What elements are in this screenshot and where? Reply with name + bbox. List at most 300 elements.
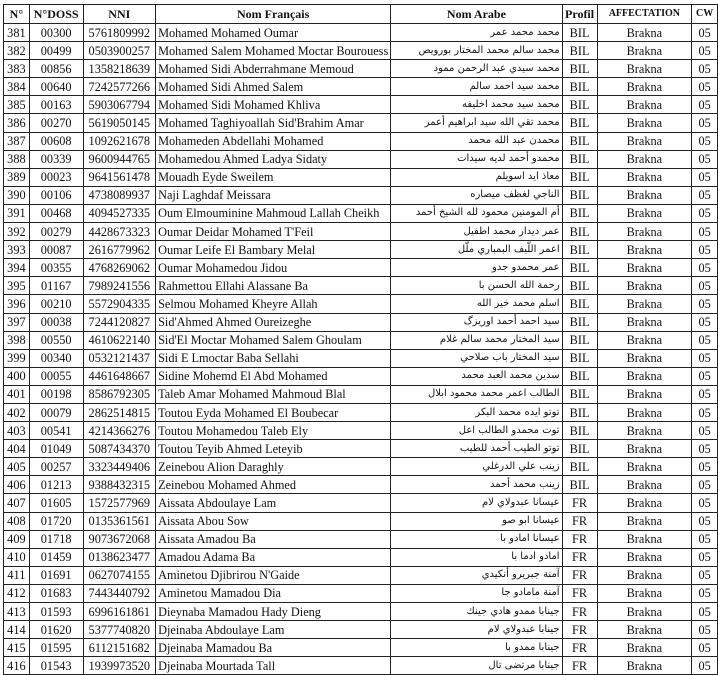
cell-dossier: 00300 <box>29 24 83 42</box>
cell-name-french: Sid'El Moctar Mohamed Salem Ghoulam <box>156 331 391 349</box>
cell-affectation: Brakna <box>597 512 692 530</box>
cell-affectation: Brakna <box>597 204 692 222</box>
cell-affectation: Brakna <box>597 422 692 440</box>
cell-cw: 05 <box>692 96 718 114</box>
cell-number: 386 <box>4 114 30 132</box>
cell-affectation: Brakna <box>597 259 692 277</box>
cell-name-arabic: الطالب اعمر محمد محمود ابلال <box>391 385 562 403</box>
table-row <box>4 403 718 421</box>
cell-name-arabic: اسلم محمد خير الله <box>391 295 562 313</box>
cell-affectation: Brakna <box>597 42 692 60</box>
cell-name-arabic: محمد سيد احمد سالم <box>391 78 562 96</box>
cell-number: 384 <box>4 78 30 96</box>
cell-name-french: Aissata Amadou Ba <box>156 530 391 548</box>
cell-affectation: Brakna <box>597 78 692 96</box>
col-header-name-french: Nom Français <box>156 5 391 24</box>
cell-profile: BIL <box>562 349 597 367</box>
cell-dossier: 00355 <box>29 259 83 277</box>
table-row <box>4 78 718 96</box>
cell-nni: 7443440792 <box>83 584 156 602</box>
cell-name-french: Sidi E Lmoctar Baba Sellahi <box>156 349 391 367</box>
table-row <box>4 150 718 168</box>
cell-name-french: Sidine Mohemd El Abd Mohamed <box>156 367 391 385</box>
col-header-profile: Profil <box>562 5 597 24</box>
cell-nni: 2862514815 <box>83 403 156 421</box>
table-row <box>4 186 718 204</box>
cell-number: 412 <box>4 584 30 602</box>
cell-nni: 5087434370 <box>83 440 156 458</box>
cell-name-arabic: سدين محمد العبد محمد <box>391 367 562 385</box>
cell-name-french: Mohamed Sidi Abderrahmane Memoud <box>156 60 391 78</box>
cell-affectation: Brakna <box>597 530 692 548</box>
cell-name-arabic: عيسانا عبدولاي لام <box>391 494 562 512</box>
cell-name-arabic: اعمر اللّيف البمباري ملّل <box>391 241 562 259</box>
cell-cw: 05 <box>692 204 718 222</box>
cell-cw: 05 <box>692 657 718 675</box>
cell-cw: 05 <box>692 494 718 512</box>
table-row <box>4 313 718 331</box>
cell-number: 400 <box>4 367 30 385</box>
cell-name-arabic: محمدن عبد الله محمد <box>391 132 562 150</box>
cell-nni: 0135361561 <box>83 512 156 530</box>
table-row <box>4 621 718 639</box>
table-row <box>4 114 718 132</box>
cell-profile: BIL <box>562 132 597 150</box>
cell-cw: 05 <box>692 639 718 657</box>
cell-dossier: 00055 <box>29 367 83 385</box>
cell-profile: BIL <box>562 476 597 494</box>
cell-name-french: Djeinaba Mourtada Tall <box>156 657 391 675</box>
cell-affectation: Brakna <box>597 657 692 675</box>
cell-number: 387 <box>4 132 30 150</box>
cell-dossier: 01543 <box>29 657 83 675</box>
cell-name-french: Dieynaba Mamadou Hady Dieng <box>156 603 391 621</box>
cell-cw: 05 <box>692 295 718 313</box>
table-row <box>4 96 718 114</box>
cell-dossier: 01459 <box>29 548 83 566</box>
cell-dossier: 01213 <box>29 476 83 494</box>
cell-nni: 4214366276 <box>83 422 156 440</box>
cell-dossier: 00106 <box>29 186 83 204</box>
cell-number: 414 <box>4 621 30 639</box>
cell-name-french: Oum Elmouminine Mahmoud Lallah Cheikh <box>156 204 391 222</box>
cell-dossier: 00270 <box>29 114 83 132</box>
cell-name-arabic: جينابا ممدو با <box>391 639 562 657</box>
cell-name-french: Djeinaba Abdoulaye Lam <box>156 621 391 639</box>
table-row <box>4 168 718 186</box>
cell-number: 397 <box>4 313 30 331</box>
cell-number: 407 <box>4 494 30 512</box>
cell-nni: 6112151682 <box>83 639 156 657</box>
cell-cw: 05 <box>692 548 718 566</box>
cell-affectation: Brakna <box>597 223 692 241</box>
cell-cw: 05 <box>692 42 718 60</box>
cell-name-arabic: آمنة جبريرو أنكيدي <box>391 566 562 584</box>
cell-affectation: Brakna <box>597 548 692 566</box>
cell-number: 381 <box>4 24 30 42</box>
cell-dossier: 00608 <box>29 132 83 150</box>
table-row <box>4 548 718 566</box>
cell-cw: 05 <box>692 403 718 421</box>
cell-cw: 05 <box>692 367 718 385</box>
cell-name-arabic: محمد محمد عمر <box>391 24 562 42</box>
cell-cw: 05 <box>692 24 718 42</box>
cell-number: 390 <box>4 186 30 204</box>
cell-dossier: 00210 <box>29 295 83 313</box>
cell-number: 385 <box>4 96 30 114</box>
cell-number: 406 <box>4 476 30 494</box>
student-table <box>3 4 718 675</box>
cell-cw: 05 <box>692 422 718 440</box>
cell-affectation: Brakna <box>597 476 692 494</box>
cell-nni: 4738089937 <box>83 186 156 204</box>
cell-nni: 4461648667 <box>83 367 156 385</box>
cell-name-french: Taleb Amar Mohamed Mahmoud Blal <box>156 385 391 403</box>
cell-name-arabic: عيسانا ابو صو <box>391 512 562 530</box>
cell-affectation: Brakna <box>597 349 692 367</box>
cell-name-arabic: زينب علي الدرغلي <box>391 458 562 476</box>
cell-profile: BIL <box>562 367 597 385</box>
cell-nni: 4768269062 <box>83 259 156 277</box>
cell-dossier: 00340 <box>29 349 83 367</box>
cell-affectation: Brakna <box>597 168 692 186</box>
table-row <box>4 277 718 295</box>
cell-dossier: 00541 <box>29 422 83 440</box>
cell-affectation: Brakna <box>597 114 692 132</box>
cell-number: 393 <box>4 241 30 259</box>
cell-dossier: 00640 <box>29 78 83 96</box>
cell-profile: BIL <box>562 241 597 259</box>
col-header-number: N° <box>4 5 30 24</box>
cell-cw: 05 <box>692 385 718 403</box>
col-header-name-arabic: Nom Arabe <box>391 5 562 24</box>
cell-name-french: Mohamed Sidi Mohamed Khliva <box>156 96 391 114</box>
cell-profile: BIL <box>562 186 597 204</box>
cell-affectation: Brakna <box>597 566 692 584</box>
cell-profile: BIL <box>562 78 597 96</box>
cell-profile: FR <box>562 512 597 530</box>
cell-profile: BIL <box>562 223 597 241</box>
cell-profile: BIL <box>562 403 597 421</box>
cell-profile: BIL <box>562 313 597 331</box>
cell-dossier: 01620 <box>29 621 83 639</box>
cell-affectation: Brakna <box>597 385 692 403</box>
cell-number: 405 <box>4 458 30 476</box>
cell-name-arabic: جينابا مرتضى تال <box>391 657 562 675</box>
cell-name-french: Oumar Mohamedou Jidou <box>156 259 391 277</box>
cell-dossier: 00023 <box>29 168 83 186</box>
cell-name-french: Naji Laghdaf Meissara <box>156 186 391 204</box>
cell-nni: 5572904335 <box>83 295 156 313</box>
table-body <box>4 24 718 675</box>
cell-affectation: Brakna <box>597 584 692 602</box>
cell-nni: 5619050145 <box>83 114 156 132</box>
table-row <box>4 512 718 530</box>
cell-cw: 05 <box>692 114 718 132</box>
cell-dossier: 01605 <box>29 494 83 512</box>
cell-name-french: Djeinaba Mamadou Ba <box>156 639 391 657</box>
table-row <box>4 42 718 60</box>
table-row <box>4 295 718 313</box>
table-row <box>4 584 718 602</box>
cell-number: 415 <box>4 639 30 657</box>
cell-number: 395 <box>4 277 30 295</box>
cell-name-arabic: عمر ديدار محمد اطفيل <box>391 223 562 241</box>
cell-cw: 05 <box>692 241 718 259</box>
cell-dossier: 00856 <box>29 60 83 78</box>
cell-name-arabic: معاذ ايد اسويلم <box>391 168 562 186</box>
cell-name-french: Zeinebou Mohamed Ahmed <box>156 476 391 494</box>
cell-profile: BIL <box>562 96 597 114</box>
cell-profile: FR <box>562 584 597 602</box>
cell-name-french: Mohamed Taghiyoallah Sid'Brahim Amar <box>156 114 391 132</box>
cell-number: 383 <box>4 60 30 78</box>
cell-dossier: 00468 <box>29 204 83 222</box>
cell-affectation: Brakna <box>597 150 692 168</box>
cell-nni: 7244120827 <box>83 313 156 331</box>
cell-nni: 0532121437 <box>83 349 156 367</box>
cell-number: 388 <box>4 150 30 168</box>
cell-affectation: Brakna <box>597 24 692 42</box>
cell-dossier: 00198 <box>29 385 83 403</box>
cell-name-arabic: محمد سيد محمد اخليفه <box>391 96 562 114</box>
cell-nni: 5903067794 <box>83 96 156 114</box>
cell-name-arabic: عمر محمدو جدو <box>391 259 562 277</box>
cell-nni: 7989241556 <box>83 277 156 295</box>
cell-affectation: Brakna <box>597 639 692 657</box>
cell-name-arabic: توت محمدو الطالب اعل <box>391 422 562 440</box>
cell-number: 413 <box>4 603 30 621</box>
cell-profile: BIL <box>562 422 597 440</box>
header-row <box>4 5 718 24</box>
cell-name-french: Toutou Teyib Ahmed Leteyib <box>156 440 391 458</box>
cell-name-arabic: عيسانا امادو با <box>391 530 562 548</box>
cell-name-french: Mohamedou Ahmed Ladya Sidaty <box>156 150 391 168</box>
cell-dossier: 01593 <box>29 603 83 621</box>
cell-number: 382 <box>4 42 30 60</box>
cell-cw: 05 <box>692 512 718 530</box>
cell-cw: 05 <box>692 277 718 295</box>
cell-name-arabic: امادو ادما با <box>391 548 562 566</box>
cell-profile: BIL <box>562 440 597 458</box>
cell-affectation: Brakna <box>597 603 692 621</box>
cell-nni: 9641561478 <box>83 168 156 186</box>
cell-dossier: 01049 <box>29 440 83 458</box>
cell-profile: BIL <box>562 385 597 403</box>
cell-cw: 05 <box>692 349 718 367</box>
cell-affectation: Brakna <box>597 96 692 114</box>
cell-number: 411 <box>4 566 30 584</box>
cell-name-arabic: محمد سيدي عبد الرحمن ممود <box>391 60 562 78</box>
cell-cw: 05 <box>692 60 718 78</box>
cell-profile: FR <box>562 566 597 584</box>
table-row <box>4 639 718 657</box>
cell-number: 389 <box>4 168 30 186</box>
cell-nni: 8586792305 <box>83 385 156 403</box>
cell-name-french: Amadou Adama Ba <box>156 548 391 566</box>
cell-name-arabic: سيد احمد أحمد اوريزگ <box>391 313 562 331</box>
cell-nni: 5377740820 <box>83 621 156 639</box>
cell-affectation: Brakna <box>597 494 692 512</box>
cell-profile: BIL <box>562 277 597 295</box>
cell-nni: 9388432315 <box>83 476 156 494</box>
cell-name-arabic: توتو الطيب أحمد للطيب <box>391 440 562 458</box>
cell-profile: FR <box>562 657 597 675</box>
cell-name-french: Aminetou Mamadou Dia <box>156 584 391 602</box>
cell-nni: 6996161861 <box>83 603 156 621</box>
cell-dossier: 01683 <box>29 584 83 602</box>
cell-profile: FR <box>562 548 597 566</box>
cell-affectation: Brakna <box>597 186 692 204</box>
cell-name-arabic: سيد المختار باب صلاحي <box>391 349 562 367</box>
cell-affectation: Brakna <box>597 295 692 313</box>
cell-affectation: Brakna <box>597 331 692 349</box>
table-row <box>4 223 718 241</box>
cell-profile: FR <box>562 621 597 639</box>
cell-nni: 1092621678 <box>83 132 156 150</box>
cell-number: 403 <box>4 422 30 440</box>
cell-name-french: Mohameden Abdellahi Mohamed <box>156 132 391 150</box>
table-row <box>4 24 718 42</box>
cell-dossier: 00499 <box>29 42 83 60</box>
cell-dossier: 01718 <box>29 530 83 548</box>
cell-cw: 05 <box>692 223 718 241</box>
cell-nni: 3323449406 <box>83 458 156 476</box>
cell-name-arabic: رحمة الله الحسن با <box>391 277 562 295</box>
cell-cw: 05 <box>692 476 718 494</box>
cell-number: 391 <box>4 204 30 222</box>
cell-dossier: 00163 <box>29 96 83 114</box>
cell-nni: 1939973520 <box>83 657 156 675</box>
cell-name-french: Mouadh Eyde Sweilem <box>156 168 391 186</box>
table-row <box>4 422 718 440</box>
cell-affectation: Brakna <box>597 367 692 385</box>
cell-nni: 4428673323 <box>83 223 156 241</box>
cell-nni: 0627074155 <box>83 566 156 584</box>
cell-affectation: Brakna <box>597 621 692 639</box>
cell-number: 401 <box>4 385 30 403</box>
table-row <box>4 204 718 222</box>
table-row <box>4 259 718 277</box>
table-row <box>4 566 718 584</box>
cell-profile: BIL <box>562 42 597 60</box>
cell-name-arabic: جينابا ممدو هادي جينك <box>391 603 562 621</box>
cell-number: 394 <box>4 259 30 277</box>
cell-cw: 05 <box>692 621 718 639</box>
cell-cw: 05 <box>692 132 718 150</box>
cell-dossier: 00279 <box>29 223 83 241</box>
cell-name-french: Oumar Deidar Mohamed T'Feil <box>156 223 391 241</box>
cell-name-french: Aissata Abou Sow <box>156 512 391 530</box>
cell-profile: FR <box>562 494 597 512</box>
cell-name-arabic: سيد المختار محمد سالم غلام <box>391 331 562 349</box>
cell-number: 402 <box>4 403 30 421</box>
cell-dossier: 01595 <box>29 639 83 657</box>
cell-cw: 05 <box>692 603 718 621</box>
cell-profile: BIL <box>562 331 597 349</box>
cell-profile: BIL <box>562 24 597 42</box>
table-row <box>4 60 718 78</box>
table-row <box>4 367 718 385</box>
cell-affectation: Brakna <box>597 403 692 421</box>
col-header-affectation: AFFECTATION <box>597 5 692 24</box>
table-row <box>4 657 718 675</box>
cell-nni: 1572577969 <box>83 494 156 512</box>
cell-name-french: Oumar Leife El Bambary Melal <box>156 241 391 259</box>
cell-profile: FR <box>562 530 597 548</box>
cell-name-french: Zeinebou Alion Daraghly <box>156 458 391 476</box>
cell-profile: BIL <box>562 259 597 277</box>
table-row <box>4 458 718 476</box>
cell-dossier: 01167 <box>29 277 83 295</box>
cell-cw: 05 <box>692 530 718 548</box>
cell-nni: 4094527335 <box>83 204 156 222</box>
cell-dossier: 00257 <box>29 458 83 476</box>
cell-name-arabic: محمد سالم محمد المختار بورويص <box>391 42 562 60</box>
cell-cw: 05 <box>692 186 718 204</box>
cell-name-arabic: محمد تقي الله سيد ابراهيم أعمر <box>391 114 562 132</box>
cell-cw: 05 <box>692 150 718 168</box>
cell-profile: BIL <box>562 150 597 168</box>
cell-name-french: Toutou Eyda Mohamed El Boubecar <box>156 403 391 421</box>
cell-name-french: Selmou Mohamed Kheyre Allah <box>156 295 391 313</box>
cell-nni: 1358218639 <box>83 60 156 78</box>
cell-name-french: Aminetou Djibrirou N'Gaide <box>156 566 391 584</box>
cell-name-french: Mohamed Salem Mohamed Moctar Bourouess <box>156 42 391 60</box>
cell-number: 398 <box>4 331 30 349</box>
cell-name-french: Aissata Abdoulaye Lam <box>156 494 391 512</box>
cell-nni: 2616779962 <box>83 241 156 259</box>
cell-profile: BIL <box>562 295 597 313</box>
cell-dossier: 00550 <box>29 331 83 349</box>
table-row <box>4 331 718 349</box>
cell-affectation: Brakna <box>597 458 692 476</box>
cell-name-arabic: جينابا عبدولاي لام <box>391 621 562 639</box>
table-row <box>4 440 718 458</box>
cell-cw: 05 <box>692 584 718 602</box>
table-row <box>4 385 718 403</box>
cell-name-french: Toutou Mohamedou Taleb Ely <box>156 422 391 440</box>
cell-nni: 9073672068 <box>83 530 156 548</box>
cell-profile: BIL <box>562 168 597 186</box>
cell-name-arabic: زينب محمد أحمد <box>391 476 562 494</box>
cell-name-arabic: الناجي لغظف ميصاره <box>391 186 562 204</box>
cell-number: 392 <box>4 223 30 241</box>
cell-affectation: Brakna <box>597 313 692 331</box>
cell-name-french: Mohamed Sidi Ahmed Salem <box>156 78 391 96</box>
cell-cw: 05 <box>692 331 718 349</box>
cell-affectation: Brakna <box>597 277 692 295</box>
cell-cw: 05 <box>692 458 718 476</box>
cell-dossier: 00339 <box>29 150 83 168</box>
cell-number: 409 <box>4 530 30 548</box>
cell-name-french: Mohamed Mohamed Oumar <box>156 24 391 42</box>
cell-nni: 4610622140 <box>83 331 156 349</box>
cell-dossier: 00087 <box>29 241 83 259</box>
cell-cw: 05 <box>692 168 718 186</box>
cell-name-french: Sid'Ahmed Ahmed Oureizeghe <box>156 313 391 331</box>
cell-dossier: 00038 <box>29 313 83 331</box>
cell-cw: 05 <box>692 566 718 584</box>
cell-nni: 0503900257 <box>83 42 156 60</box>
table-row <box>4 530 718 548</box>
col-header-cw: CW <box>692 5 718 24</box>
cell-nni: 7242577266 <box>83 78 156 96</box>
cell-number: 410 <box>4 548 30 566</box>
cell-number: 404 <box>4 440 30 458</box>
cell-cw: 05 <box>692 440 718 458</box>
cell-affectation: Brakna <box>597 440 692 458</box>
